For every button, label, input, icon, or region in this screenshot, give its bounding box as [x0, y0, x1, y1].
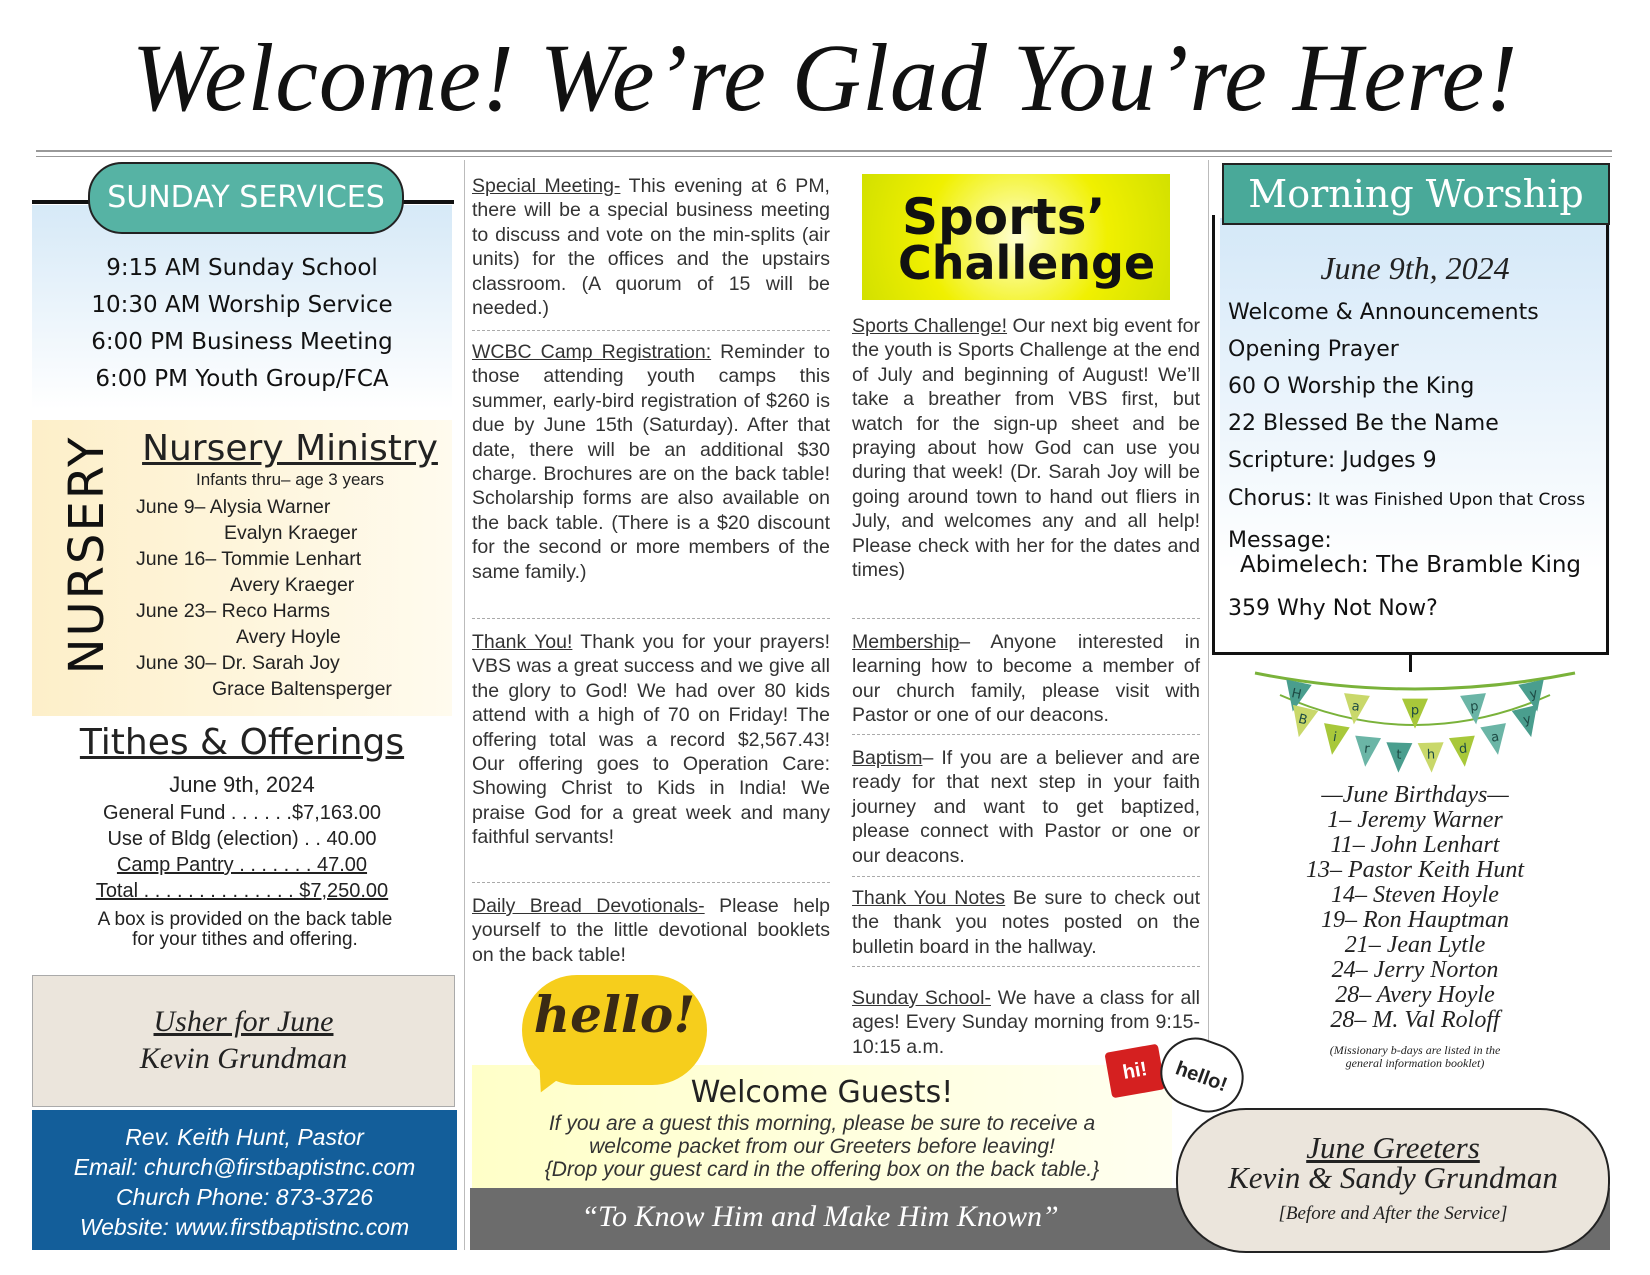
bunting-flag	[1352, 736, 1381, 768]
order-chorus: Chorus: It was Finished Upon that Cross	[1228, 486, 1586, 511]
bunting-flag	[1418, 742, 1445, 773]
bunting-letter: t	[1396, 747, 1402, 763]
hello-small-speech-bubble: hello!	[1151, 1028, 1254, 1123]
camp-registration-notice: WCBC Camp Registration: Reminder to those attending youth camps this summer, early-bird registration of $260 is due by June 15th (Saturday). After that date, there will be an additional $30 charge. Brochures are on the back table! Scholarship forms are also available on the back table. (There is a $20 discount for the second or more members of the same family.)	[472, 341, 830, 583]
tithes-line: Use of Bldg (election) . . 40.00	[107, 828, 377, 850]
nursery-subtitle: Infants thru– age 3 years	[195, 470, 385, 489]
bunting-letter: p	[1469, 699, 1480, 715]
birthday-item: 21– Jean Lytle	[1344, 932, 1486, 958]
divider	[472, 618, 830, 619]
column-divider	[1208, 160, 1209, 1060]
birthday-item: 24– Jerry Norton	[1331, 957, 1499, 983]
bunting-flag	[1449, 736, 1478, 768]
services-rule-right	[402, 200, 454, 204]
hi-speech-bubble: hi!	[1104, 1044, 1165, 1099]
birthday-item: 28– M. Val Roloff	[1330, 1007, 1500, 1033]
contact-panel	[32, 1110, 457, 1250]
bunting-flag	[1319, 723, 1350, 757]
sunday-services-list	[32, 250, 452, 398]
divider	[472, 882, 830, 883]
nursery-vertical-label: NURSERY	[59, 435, 115, 675]
divider	[852, 618, 1200, 619]
order-message-label: Message:	[1228, 528, 1332, 553]
birthday-item: 19– Ron Hauptman	[1321, 907, 1509, 933]
birthday-item: 13– Pastor Keith Hunt	[1305, 857, 1524, 883]
pastor-name: Rev. Keith Hunt, Pastor	[125, 1124, 364, 1150]
bunting-flag	[1385, 742, 1412, 773]
guest-line: If you are a guest this morning, please be sure to receive a	[548, 1112, 1096, 1135]
bunting-letter: h	[1426, 747, 1436, 763]
header-divider-thin	[36, 156, 1612, 157]
service-item: 9:15 AM Sunday School	[106, 255, 378, 281]
daily-bread-notice: Daily Bread Devotionals- Please help yourself to the little devotional booklets on the back table!	[472, 895, 830, 966]
page-title: Welcome! We’re Glad You’re Here!	[131, 24, 1519, 131]
thank-you-notice: Thank You! Thank you for your prayers! VBS was a great success and we give all the glory to God! We had over 80 kids attend with a high of 70 on Friday! The offering total was a record $2,567.43! Our offering goes to Operation Care: Showing Christ to Kids in India! We praise God for a great week and many faithful servants!	[472, 631, 830, 849]
greeters-names: Kevin & Sandy Grundman	[1228, 1160, 1558, 1195]
hello-bubble-text: hello!	[533, 985, 696, 1044]
order-item: 22 Blessed Be the Name	[1228, 411, 1499, 436]
nursery-line: June 9– Alysia Warner	[136, 496, 331, 518]
service-item: 10:30 AM Worship Service	[91, 292, 393, 318]
birthday-item: 1– Jeremy Warner	[1327, 807, 1503, 833]
divider	[852, 966, 1200, 967]
church-motto: “To Know Him and Make Him Known”	[581, 1200, 1059, 1233]
sunday-services-heading: SUNDAY SERVICES	[88, 162, 404, 234]
baptism-notice: Baptism– If you are a believer and are ready for that next step in your faith journey and want to get baptized, please connect with Pastor or one or our deacons.	[852, 747, 1200, 867]
nursery-title: Nursery Ministry	[142, 428, 438, 469]
bunting-letter: y	[1521, 711, 1533, 729]
tithes-line: Camp Pantry . . . . . . . 47.00	[116, 854, 368, 876]
usher-panel	[32, 975, 455, 1107]
greeters-note: [Before and After the Service]	[1278, 1203, 1508, 1224]
sports-challenge-notice: Sports Challenge! Our next big event for the youth is Sports Challenge at the end of July and beginning of August! We’ll take a breather from VBS first, but watch for the sign-up sheet and be praying about how God can use you during that week! (Dr. Sarah Joy will be going around town to hand out fliers in July, and welcomes any and all help! Please check with her for the dates and times)	[852, 315, 1201, 582]
tithes-title: Tithes & Offerings	[79, 722, 405, 763]
birthday-title: —June Birthdays—	[1321, 782, 1509, 808]
service-item: 6:00 PM Youth Group/FCA	[95, 366, 389, 392]
tithes-date: June 9th, 2024	[169, 772, 315, 797]
special-meeting-notice: Special Meeting- This evening at 6 PM, there will be a special business meeting to discuss and vote on the min-splits (air units) for the offices and the upstairs classroom. (A quorum of 15 will be needed.)	[472, 175, 830, 320]
guest-line: {Drop your guest card in the offering box on the back table.}	[544, 1158, 1100, 1181]
birthday-list	[1220, 783, 1610, 1033]
usher-label: Usher for June	[153, 1005, 334, 1038]
bunting-letter: y	[1528, 686, 1539, 703]
birthday-item: 14– Steven Hoyle	[1331, 882, 1499, 908]
greeters-label: June Greeters	[1306, 1130, 1480, 1165]
tithes-total: Total . . . . . . . . . . . . . . $7,250.00	[95, 880, 389, 902]
order-item: Welcome & Announcements	[1228, 300, 1539, 325]
nursery-line: June 16– Tommie Lenhart	[136, 548, 362, 570]
bracket-left	[1212, 215, 1215, 655]
morning-worship-date: June 9th, 2024	[1320, 250, 1510, 286]
birthday-note: (Missionary b-days are listed in the general information booklet)	[1329, 1043, 1501, 1070]
birthday-item: 28– Avery Hoyle	[1335, 982, 1495, 1008]
membership-notice: Membership– Anyone interested in learning how to become a member of our church family, please visit with Pastor or one of our deacons.	[852, 631, 1200, 727]
morning-worship-title: Morning Worship	[1222, 163, 1610, 225]
nursery-line: Grace Baltensperger	[212, 678, 392, 700]
bunting-letter: r	[1363, 741, 1371, 758]
divider	[472, 330, 830, 331]
nursery-line: June 30– Dr. Sarah Joy	[136, 652, 340, 674]
column-divider	[464, 160, 465, 1250]
tithes-note: A box is provided on the back table for your tithes and offering.	[97, 909, 393, 950]
nursery-line: Evalyn Kraeger	[224, 522, 358, 544]
divider	[852, 876, 1200, 877]
usher-name: Kevin Grundman	[139, 1042, 348, 1075]
page-header	[40, 18, 1610, 148]
bunting-letter: p	[1410, 703, 1420, 719]
guest-line: welcome packet from our Greeters before leaving!	[589, 1135, 1055, 1158]
order-item: Opening Prayer	[1228, 337, 1399, 362]
contact-phone: Church Phone: 873-3726	[115, 1184, 374, 1210]
thank-you-notes-notice: Thank You Notes Be sure to check out the thank you notes posted on the bulletin board in the hallway.	[852, 887, 1201, 958]
bunting-letter: a	[1350, 699, 1361, 715]
order-closing-hymn: 359 Why Not Now?	[1228, 596, 1438, 621]
bunting-letter: H	[1290, 686, 1303, 703]
nursery-line: June 23– Reco Harms	[136, 600, 331, 622]
bunting-flag	[1512, 705, 1544, 740]
bunting-flag	[1480, 723, 1511, 757]
birthday-item: 11– John Lenhart	[1330, 832, 1500, 858]
order-message-title: Abimelech: The Bramble King	[1240, 552, 1582, 578]
nursery-line: Avery Kraeger	[230, 574, 355, 596]
header-divider	[36, 150, 1612, 152]
welcome-guests-title: Welcome Guests!	[690, 1075, 954, 1110]
sports-challenge-logo: Sports’ Challenge	[862, 174, 1170, 300]
sunday-school-notice: Sunday School- We have a class for all ages! Every Sunday morning from 9:15-10:15 a.m.	[852, 987, 1201, 1058]
tithes-line: General Fund . . . . . .$7,163.00	[103, 802, 381, 824]
order-item: Scripture: Judges 9	[1228, 448, 1437, 473]
bunting-letter: d	[1458, 741, 1468, 758]
divider	[852, 734, 1200, 735]
bunting-letter: B	[1296, 711, 1309, 729]
nursery-line: Avery Hoyle	[236, 626, 341, 648]
service-item: 6:00 PM Business Meeting	[91, 329, 393, 355]
contact-website: Website: www.firstbaptistnc.com	[79, 1214, 410, 1240]
bunting-flag	[1286, 705, 1318, 740]
bunting-letter: a	[1490, 729, 1501, 746]
bunting-letter: i	[1331, 729, 1338, 746]
happy-birthday-banner	[1250, 665, 1580, 775]
order-item: 60 O Worship the King	[1228, 374, 1475, 399]
contact-email: Email: church@firstbaptistnc.com	[73, 1154, 416, 1180]
